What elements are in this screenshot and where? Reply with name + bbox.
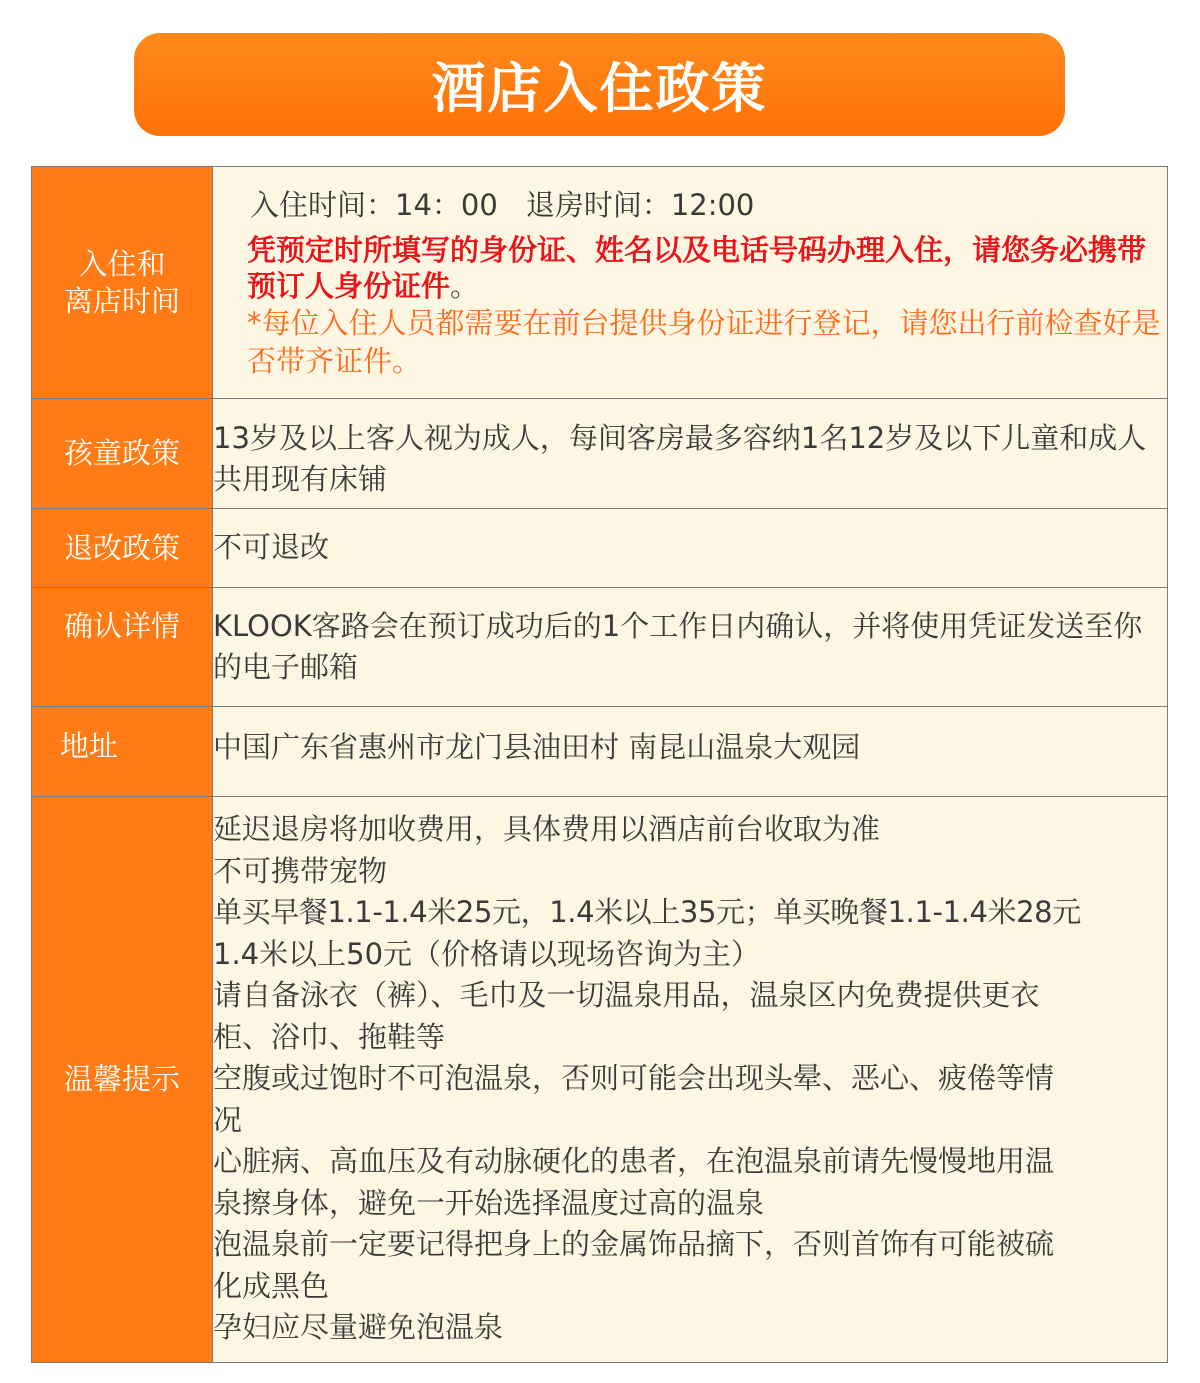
registration-note: *每位入住人员都需要在前台提供身份证进行登记，请您出行前检查好是否带齐证件。 xyxy=(247,306,1161,378)
row-content-checkin xyxy=(213,167,1168,399)
tip-line: 化成黑色 xyxy=(213,1268,330,1303)
table-row-address xyxy=(32,707,1168,797)
table-row-checkin xyxy=(32,167,1168,399)
tip-line: 泡温泉前一定要记得把身上的金属饰品摘下，否则首饰有可能被硫 xyxy=(213,1227,1055,1261)
table-row-children xyxy=(32,399,1168,509)
row-content-confirm: KLOOK客路会在预订成功后的1个工作日内确认，并将使用凭证发送至你的电子邮箱 xyxy=(213,588,1168,707)
row-label-address xyxy=(32,707,213,797)
tip-line: 柜、浴巾、拖鞋等 xyxy=(213,1019,446,1054)
id-requirement-notice xyxy=(247,232,1167,304)
row-content-refund: 不可退改 xyxy=(213,509,1168,588)
id-requirement-text: 凭预定时所填写的身份证、姓名以及电话号码办理入住，请您务必携带预订人身份证件 xyxy=(247,233,1147,303)
checkout-time: 退房时间：12:00 xyxy=(525,188,755,222)
row-label-checkin xyxy=(32,167,213,399)
tip-line: 心脏病、高血压及有动脉硬化的患者，在泡温泉前请先慢慢地用温 xyxy=(213,1144,1055,1178)
table-row-confirm xyxy=(32,588,1168,707)
checkin-checkout-times xyxy=(247,185,1167,226)
tip-line: 空腹或过饱时不可泡温泉，否则可能会出现头晕、恶心、疲倦等情 xyxy=(213,1061,1055,1095)
policy-table xyxy=(31,166,1168,1363)
row-content-tips xyxy=(213,797,1168,1363)
table-row-refund xyxy=(32,509,1168,588)
table-row-tips xyxy=(32,797,1168,1363)
row-label-address-text: 地址 xyxy=(60,729,119,763)
tip-line: 请自备泳衣（裤）、毛巾及一切温泉用品，温泉区内免费提供更衣 xyxy=(213,978,1040,1012)
row-label-refund: 退改政策 xyxy=(32,509,213,588)
checkin-time: 入住时间：14：00 xyxy=(250,188,498,222)
tip-line: 孕妇应尽量避免泡温泉 xyxy=(213,1310,504,1344)
tip-line: 1.4米以上50元（价格请以现场咨询为主） xyxy=(213,936,761,971)
tip-line: 延迟退房将加收费用，具体费用以酒店前台收取为准 xyxy=(213,812,881,846)
row-content-address: 中国广东省惠州市龙门县油田村 南昆山温泉大观园 xyxy=(213,707,1168,797)
row-label-tips: 温馨提示 xyxy=(32,797,213,1363)
row-label-children: 孩童政策 xyxy=(32,399,213,509)
tip-line: 泉擦身体，避免一开始选择温度过高的温泉 xyxy=(213,1185,765,1220)
row-label-checkin-line1: 入住和 xyxy=(78,246,166,281)
row-label-confirm: 确认详情 xyxy=(32,588,213,707)
row-content-children: 13岁及以上客人视为成人，每间客房最多容纳1名12岁及以下儿童和成人共用现有床铺 xyxy=(213,399,1168,509)
row-label-checkin-line2: 离店时间 xyxy=(63,283,180,318)
tip-line: 不可携带宠物 xyxy=(213,853,388,888)
tip-line: 况 xyxy=(213,1102,243,1137)
page-title: 酒店入住政策 xyxy=(134,33,1065,136)
tip-line: 单买早餐1.1-1.4米25元，1.4米以上35元；单买晚餐1.1-1.4米28元 xyxy=(213,895,1081,929)
id-requirement-tail: 。 xyxy=(450,269,480,303)
